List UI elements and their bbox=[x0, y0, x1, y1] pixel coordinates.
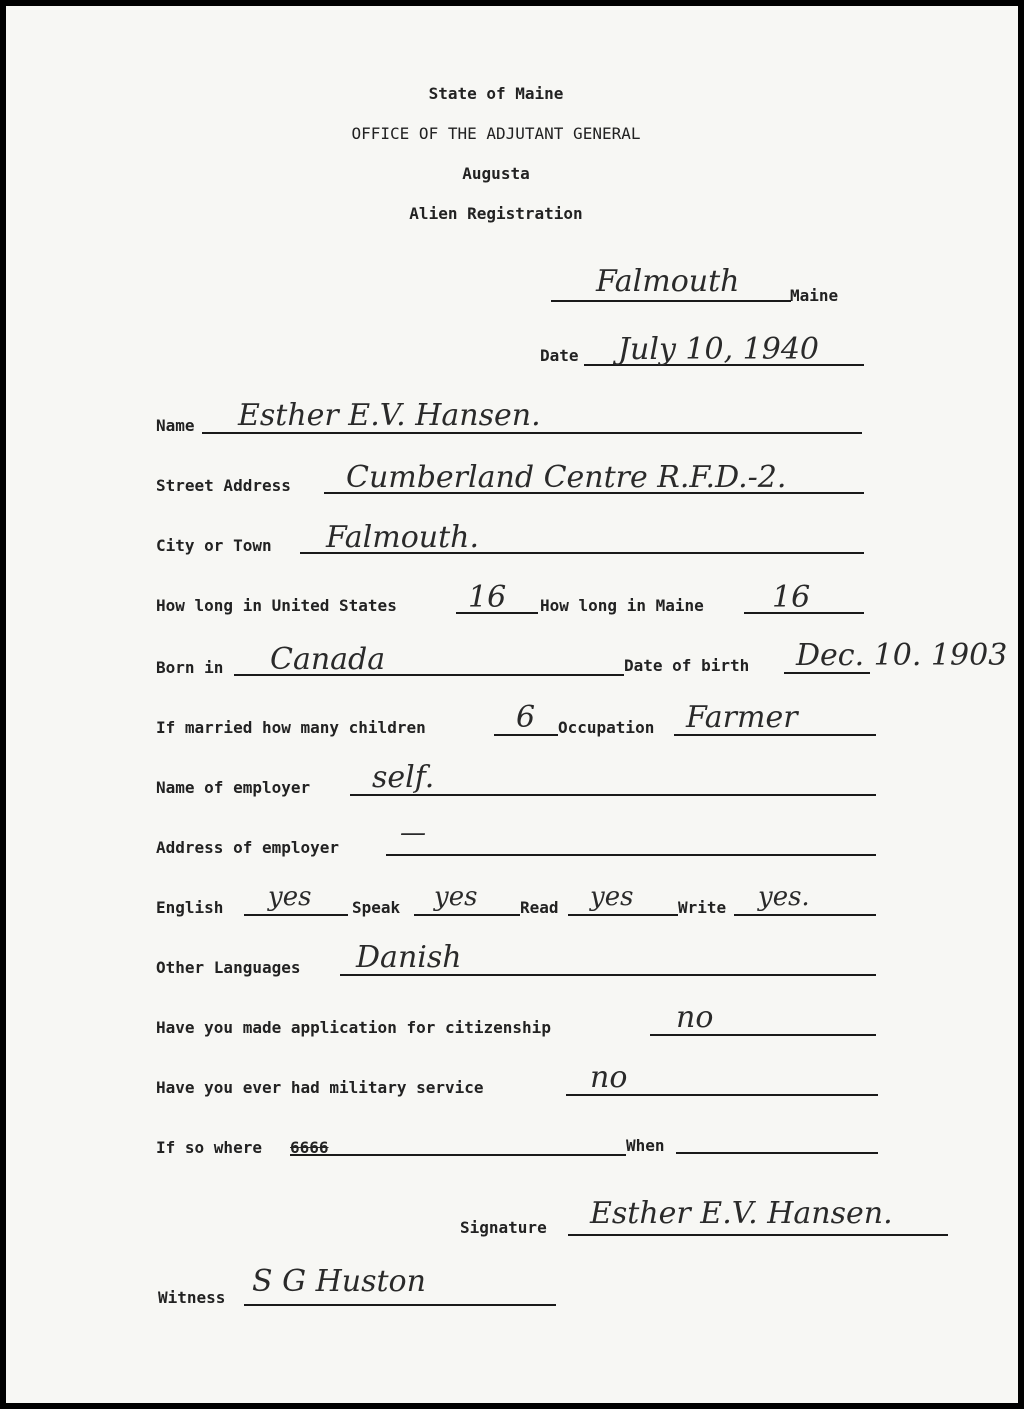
witness-label: Witness bbox=[158, 1288, 226, 1307]
born-value: Canada bbox=[270, 642, 386, 677]
where-line bbox=[290, 1154, 626, 1156]
dob-value: Dec. 10. 1903 bbox=[796, 638, 1008, 673]
occupation-label: Occupation bbox=[558, 718, 655, 737]
employer-address-label: Address of employer bbox=[156, 838, 340, 857]
read-line bbox=[568, 914, 678, 916]
military-label: Have you ever had military service bbox=[156, 1078, 484, 1097]
write-label: Write bbox=[678, 898, 727, 917]
name-label: Name bbox=[156, 416, 195, 435]
witness-line bbox=[244, 1304, 556, 1306]
employer-address-value: — bbox=[400, 818, 426, 848]
english-value: yes bbox=[268, 882, 312, 912]
signature-value: Esther E.V. Hansen. bbox=[590, 1196, 893, 1231]
witness-value: S G Huston bbox=[252, 1264, 426, 1299]
languages-label: Other Languages bbox=[156, 958, 301, 977]
write-value: yes. bbox=[758, 882, 810, 912]
date-value: July 10, 1940 bbox=[618, 332, 820, 367]
city-value: Falmouth. bbox=[326, 520, 480, 555]
name-value: Esther E.V. Hansen. bbox=[238, 398, 541, 433]
citizenship-value: no bbox=[676, 1000, 714, 1035]
state-label: Maine bbox=[790, 286, 839, 305]
where-label: If so where bbox=[156, 1138, 262, 1157]
header-city: Augusta bbox=[462, 164, 530, 183]
employer-label: Name of employer bbox=[156, 778, 311, 797]
read-value: yes bbox=[590, 882, 634, 912]
children-label: If married how many children bbox=[156, 718, 426, 737]
maine-value: 16 bbox=[772, 580, 811, 615]
speak-value: yes bbox=[434, 882, 478, 912]
english-line bbox=[244, 914, 348, 916]
header-office: OFFICE OF THE ADJUTANT GENERAL bbox=[351, 124, 641, 143]
dob-label: Date of birth bbox=[624, 656, 750, 675]
speak-line bbox=[414, 914, 520, 916]
header-form-title: Alien Registration bbox=[409, 204, 583, 223]
registration-form bbox=[6, 6, 1018, 1403]
languages-value: Danish bbox=[356, 940, 462, 975]
us-value: 16 bbox=[468, 580, 507, 615]
when-line bbox=[676, 1152, 878, 1154]
write-line bbox=[734, 914, 876, 916]
read-label: Read bbox=[520, 898, 559, 917]
occupation-value: Farmer bbox=[686, 700, 798, 735]
signature-label: Signature bbox=[460, 1218, 547, 1237]
us-label: How long in United States bbox=[156, 596, 397, 615]
speak-label: Speak bbox=[352, 898, 401, 917]
employer-value: self. bbox=[372, 760, 435, 795]
city-label: City or Town bbox=[156, 536, 272, 555]
when-label: When bbox=[626, 1136, 665, 1155]
citizenship-label: Have you made application for citizenship bbox=[156, 1018, 551, 1037]
born-label: Born in bbox=[156, 658, 224, 677]
children-value: 6 bbox=[516, 700, 536, 735]
street-label: Street Address bbox=[156, 476, 291, 495]
military-value: no bbox=[590, 1060, 628, 1095]
english-label: English bbox=[156, 898, 224, 917]
header-state: State of Maine bbox=[428, 84, 564, 103]
town-line bbox=[551, 300, 791, 302]
where-strike: 6666 bbox=[290, 1138, 329, 1157]
street-value: Cumberland Centre R.F.D.-2. bbox=[346, 460, 787, 495]
date-label: Date bbox=[540, 346, 579, 365]
maine-label: How long in Maine bbox=[540, 596, 704, 615]
town-value: Falmouth bbox=[596, 264, 740, 299]
signature-line bbox=[568, 1234, 948, 1236]
employer-address-line bbox=[386, 854, 876, 856]
